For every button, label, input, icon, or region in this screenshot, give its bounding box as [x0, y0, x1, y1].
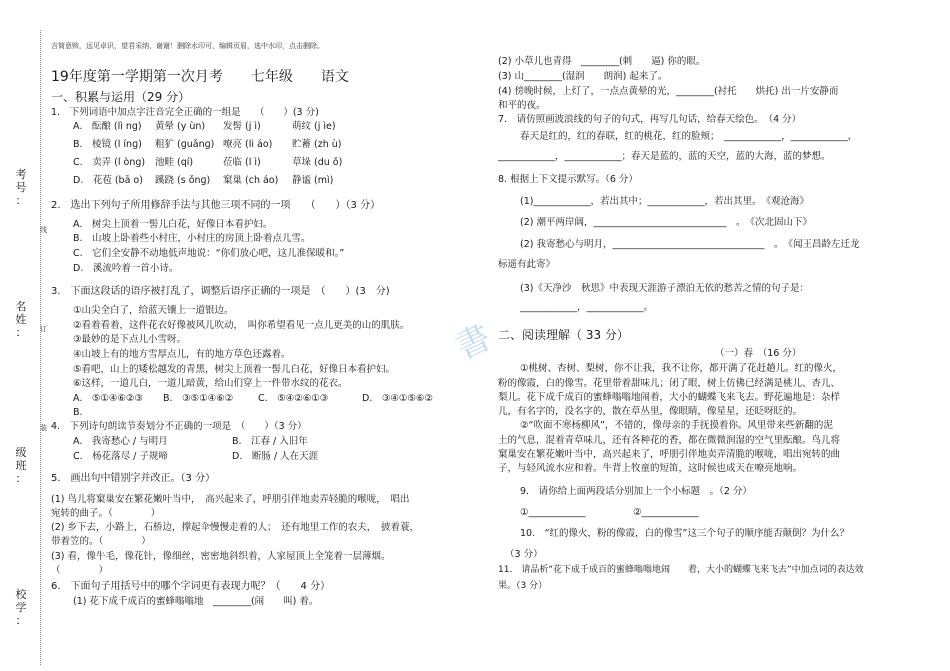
- label-banji: 级 班 ：: [15, 446, 27, 485]
- q4-stem: 4. 下列诗句朗读节奏划分不正确的一项是 （ ）（3 分）: [51, 421, 307, 432]
- q4-option-c: C. 杨花落尽 / 子规啼: [73, 451, 168, 462]
- q3-option-c: C. ⑤④②⑥①③: [258, 393, 329, 404]
- q6-item-1: (1) 花下成千成百的蜜蜂嗡嗡地 ________(闹 叫) 着。: [73, 596, 319, 607]
- q5-item-2: (2) 乡下去，小路上，石桥边，撑起伞慢慢走着的人； 还有地里工作的农夫， 披着蓑，: [51, 522, 419, 533]
- q5-item-1: (1) 鸟儿将窠巢安在繁花嫩叶当中， 高兴起来了，呼朋引伴地卖弄轻脆的喉咙， 唱出: [51, 494, 410, 505]
- q1-option-cell: 窠巢 (ch áo): [223, 175, 279, 186]
- reading-line-2: 粉的像霞，白的像雪。花里带着甜味儿；闭了眼，树上仿佛已经满是桃儿、杏儿、: [498, 378, 841, 389]
- q3-item-1: ①山尖全白了，给蓝天镶上一道银边。: [73, 305, 234, 316]
- q3-item-4: ④山坡上有的地方雪厚点儿，有的地方草色还露着。: [73, 349, 291, 360]
- q1-option-cell: 粗犷 (ɡuǎnɡ): [155, 139, 215, 150]
- q5-item-3b: （ ）: [51, 565, 109, 576]
- reading-line-3: 梨儿。花下成千成百的蜜蜂嗡嗡地闹着，大小的蝴蝶飞来飞去。野花遍地是：杂样: [498, 392, 841, 403]
- q3-stem: 3. 下面这段话的语序被打乱了，调整后语序正确的一项是 （ ）(3 分): [51, 286, 390, 297]
- binding-xian: 线: [40, 226, 47, 234]
- q1-option-cell: C. 卖弄 (l òng): [73, 157, 146, 168]
- q6-stem: 6. 下面句子用括号中的哪个字词更有表现力呢？（ 4 分）: [51, 581, 331, 592]
- q6-item-4b: 和平的夜。: [498, 100, 546, 111]
- q8-item-4: (3)《天净沙 秋思》中表现天涯游子漂泊无依的愁苦之情的句子是：: [520, 283, 809, 294]
- q5-stem: 5. 画出句中错别字并改正。（3 分）: [51, 473, 216, 484]
- binding-dotted-line: [40, 30, 47, 665]
- q1-option-cell: 嘹亮 (li áo): [223, 139, 273, 150]
- q1-stem: 1. 下列词语中加点字注音完全正确的一组是 （ ）(3 分): [51, 107, 319, 118]
- q5-item-2b: 带着笠的。（ ）: [51, 536, 151, 547]
- reading-line-1: ①桃树、杏树、梨树，你不让我，我不让你，都开满了花赶趟儿。红的像火，: [520, 363, 843, 374]
- q10-score: （3 分）: [505, 549, 543, 560]
- q3-item-3: ③最妙的是下点儿小雪呀。: [73, 334, 187, 345]
- binding-ding: 订: [40, 325, 47, 333]
- q3-option-d: D. ③④①⑤⑥②: [362, 393, 433, 404]
- watermark: 書: [449, 317, 498, 368]
- q1-option-cell: 贮蓄 (zh ù): [292, 139, 342, 150]
- q1-option-cell: 发髻 (j ì): [223, 121, 261, 132]
- q3-option-b-repeat: B.: [73, 407, 83, 418]
- section-1-heading: 一、积累与运用（29 分）: [51, 90, 191, 104]
- q2-option-c: C. 它们全安静不动地低声地说：“你们放心吧，这儿准保暖和。”: [73, 248, 345, 259]
- reading-line-7: 窠巢安在繁花嫩叶当中，高兴起来了，呼朋引伴地卖弄清脆的喉咙，唱出宛转的曲: [498, 449, 841, 460]
- q1-option-cell: 蹊跷 (s ǒnɡ): [155, 175, 211, 186]
- q1-option-cell: 池畦 (qí): [155, 157, 194, 168]
- q1-option-cell: 黄晕 (y ùn): [155, 121, 206, 132]
- q8-item-3b: 标遥有此寄》: [498, 259, 556, 270]
- q4-option-a: A. 我寄愁心 / 与明月: [73, 436, 168, 447]
- reading-line-8: 子，与轻风流水应和着。牛背上牧童的短笛，这时候也成天在嘹亮地响。: [498, 463, 803, 474]
- q11-stem: 11. 请品析“花下成千成百的蜜蜂嗡嗡地闹 着，大小的蝴蝶飞来飞去”中加点词的表达效: [498, 565, 864, 575]
- q7-line-2: ____________，____________；春天是蓝的，蓝的天空，蓝的大海，蓝的梦想。: [498, 151, 831, 162]
- q1-option-cell: D. 花苞 (bā o): [73, 175, 143, 186]
- q7-line-1: 春天是红的，红的春联，红的桃花，红的脸颊； ____________，____________，: [520, 131, 858, 142]
- label-kaohao: 考 号 ：: [15, 168, 27, 207]
- q8-item-4b: ____________，____________。: [520, 302, 654, 313]
- q7-stem: 7. 请仿照画波浪线的句子的句式，再写几句话，给春天绘色。 （4 分）: [498, 114, 802, 125]
- q2-option-d: D. 溪流吟着一首小诗。: [73, 263, 179, 274]
- q1-option-cell: 萌纹 (j ìe): [292, 121, 336, 132]
- q2-stem: 2. 选出下列句子所用修辞手法与其他三项不同的一项 （ ）（3 分）: [51, 200, 381, 211]
- q8-stem: 8. 根据上下文提示默写。（6 分）: [498, 174, 638, 185]
- q6-item-4: (4) 傍晚时候，上灯了，一点点黄晕的光，________(衬托 烘托) 出一片安静而: [498, 86, 839, 97]
- section-2-heading: 二、阅读理解（ 33 分）: [498, 328, 629, 342]
- q1-option-cell: 草垛 (du ǒ): [292, 157, 343, 168]
- q5-item-1b: 宛转的曲子。（ ）: [51, 508, 161, 519]
- reading-line-6: 土的气息，混着青草味儿，还有各种花的香，都在微微润湿的空气里酝酿。鸟儿将: [498, 435, 841, 446]
- q2-option-a: A. 树尖上顶着一髻儿白花，好像日本看护妇。: [73, 219, 273, 230]
- q6-item-2: (2) 小草儿也青得 ________(刺 逼) 你的眼。: [498, 56, 706, 67]
- q2-option-b: B. 山坡上卧着些小村庄，小村庄的房顶上卧着点儿雪。: [73, 233, 311, 244]
- q3-item-2: ②看着看着，这件花衣好像被风儿吹动， 叫你希望看见一点儿更美的山的肌肤。: [73, 320, 410, 331]
- q8-item-3: (2) 我寄愁心与明月，________________________________ 。 《闻王昌龄左迁龙: [520, 239, 860, 250]
- header-note: 言简意赅，远见卓识，望君采纳，谢谢！删除水印可，编辑页眉，选中水印，点击删除。: [51, 42, 324, 50]
- q3-item-5: ⑤看吧，山上的矮松越发的青黑，树尖上顶着一髻儿白花，好像日本看护妇。: [73, 364, 396, 375]
- exam-title: 19年度第一学期第一次月考 七年级 语文: [51, 69, 349, 85]
- q5-item-3: (3) 看，像牛毛，像花针，像细丝，密密地斜织着，人家屋顶上全笼着一层薄烟。: [51, 551, 391, 562]
- q11-stem-b: 果。（3 分）: [498, 581, 548, 591]
- binding-zhuang: 装: [40, 424, 47, 432]
- reading-line-4: 儿，有名字的，没名字的，散在草丛里，像眼睛，像星星，还眨呀眨的。: [498, 406, 803, 417]
- q1-option-cell: 莅临 (l ì): [223, 157, 261, 168]
- label-xuexiao: 校 学 ：: [15, 588, 27, 627]
- q4-option-b: B. 江春 / 入旧年: [232, 436, 308, 447]
- q4-option-d: D. 断肠 / 人在天涯: [232, 451, 319, 462]
- label-xingming: 名 姓 ：: [15, 300, 27, 339]
- reading-subtitle: （一）春 （16 分）: [715, 348, 802, 359]
- q1-option-cell: A. 酝酿 (lì ng): [73, 121, 142, 132]
- q8-item-2: (2) 潮平两岸阔，____________________________ 。 《次北固山下》: [520, 217, 812, 228]
- q3-option-b: B. ③⑤①④⑥②: [163, 393, 234, 404]
- q8-item-1: (1)____________，若出其中；____________，若出其里。 《观沧海》: [520, 196, 809, 207]
- reading-line-5: ②“吹面不寒杨柳风”，不错的，像母亲的手抚摸着你。风里带来些新翻的泥: [520, 420, 833, 431]
- q1-option-cell: 静谧 (mì): [292, 175, 334, 186]
- q9-blanks: ①____________ ②____________: [520, 507, 699, 518]
- q1-option-cell: B. 棱镜 (l ínɡ): [73, 139, 142, 150]
- q6-item-3: (3) 山________(湿润 朗润) 起来了。: [498, 71, 668, 82]
- q9-stem: 9. 请你给上面两段话分别加上一个小标题 。（2 分）: [520, 486, 752, 497]
- q3-item-6: ⑥这样，一道儿白，一道儿暗黄，给山们穿上一件带水纹的花衣。: [73, 378, 348, 389]
- q3-option-a: A. ⑤①④⑥②③: [73, 393, 143, 404]
- q10-stem: 10. “红的像火，粉的像霞，白的像雪”这三个句子的顺序能否颠倒？为什么？: [520, 528, 849, 539]
